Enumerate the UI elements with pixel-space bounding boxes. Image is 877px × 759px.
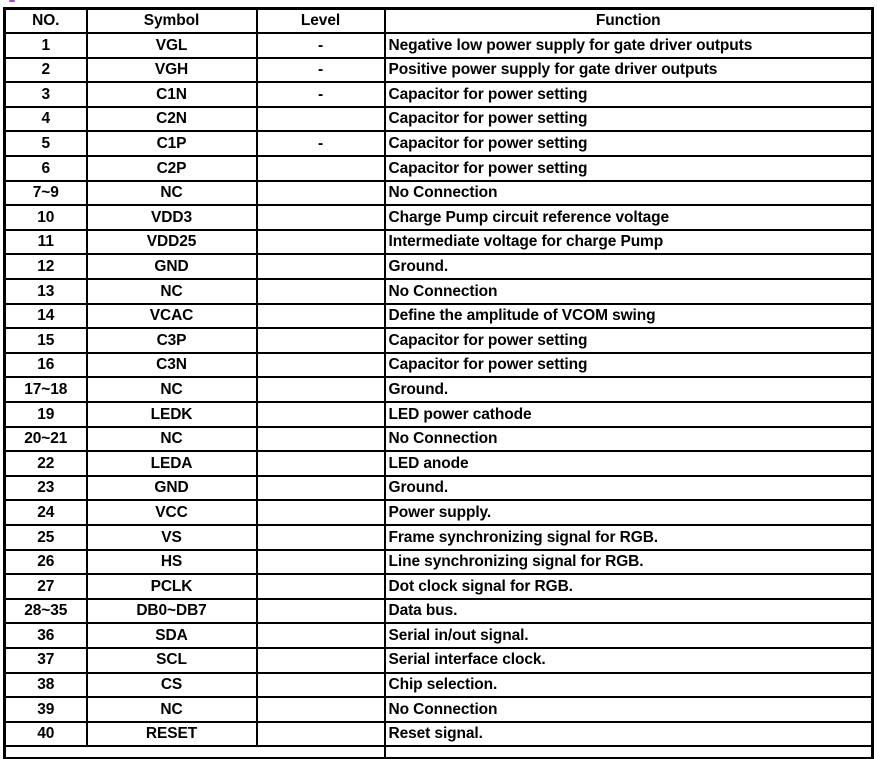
cutoff-merged-cell: [5, 746, 385, 758]
pin-symbol-cell: RESET: [87, 722, 257, 747]
pin-level-cell: [257, 500, 385, 525]
table-row: [5, 427, 873, 452]
pin-no-cell: 22: [5, 451, 87, 476]
pin-level-cell: [257, 550, 385, 575]
pin-symbol-cell: CS: [87, 673, 257, 698]
pin-function-cell: No Connection: [385, 427, 873, 452]
pin-function-cell: Capacitor for power setting: [385, 353, 873, 378]
pin-function-cell: Intermediate voltage for charge Pump: [385, 230, 873, 255]
pin-function-cell: Ground.: [385, 254, 873, 279]
table-row: [5, 156, 873, 181]
table-row: [5, 648, 873, 673]
pin-function-cell: Define the amplitude of VCOM swing: [385, 304, 873, 329]
pin-symbol-cell: C3P: [87, 328, 257, 353]
table-row: [5, 33, 873, 58]
pin-symbol-cell: C3N: [87, 353, 257, 378]
pin-no-cell: 5: [5, 131, 87, 156]
pin-function-cell: Positive power supply for gate driver outputs: [385, 58, 873, 83]
table-row: [5, 58, 873, 83]
pin-symbol-cell: C2P: [87, 156, 257, 181]
pin-symbol-cell: NC: [87, 181, 257, 206]
pin-function-cell: Capacitor for power setting: [385, 328, 873, 353]
pin-level-cell: [257, 328, 385, 353]
pin-symbol-cell: VS: [87, 525, 257, 550]
header-level: Level: [257, 9, 385, 34]
pin-level-cell: [257, 451, 385, 476]
pin-level-cell: -: [257, 82, 385, 107]
pin-level-cell: [257, 279, 385, 304]
table-row: [5, 697, 873, 722]
pin-function-cell: Chip selection.: [385, 673, 873, 698]
table-row: [5, 500, 873, 525]
table-row: [5, 230, 873, 255]
pin-no-cell: 12: [5, 254, 87, 279]
pin-function-cell: LED power cathode: [385, 402, 873, 427]
pin-function-cell: Dot clock signal for RGB.: [385, 574, 873, 599]
pin-level-cell: -: [257, 58, 385, 83]
pin-function-cell: Serial interface clock.: [385, 648, 873, 673]
pin-level-cell: [257, 156, 385, 181]
pin-level-cell: [257, 574, 385, 599]
cutoff-empty-row: [5, 746, 873, 758]
pin-symbol-cell: GND: [87, 254, 257, 279]
pin-symbol-cell: NC: [87, 279, 257, 304]
pin-symbol-cell: PCLK: [87, 574, 257, 599]
pin-level-cell: -: [257, 131, 385, 156]
pin-symbol-cell: C1N: [87, 82, 257, 107]
pin-symbol-cell: C2N: [87, 107, 257, 132]
table-row: [5, 451, 873, 476]
pin-level-cell: [257, 697, 385, 722]
pin-no-cell: 1: [5, 33, 87, 58]
pin-level-cell: [257, 623, 385, 648]
pin-no-cell: 7~9: [5, 181, 87, 206]
pin-function-cell: Ground.: [385, 476, 873, 501]
table-row: [5, 254, 873, 279]
header-row: [5, 9, 873, 34]
pin-symbol-cell: SDA: [87, 623, 257, 648]
pin-symbol-cell: NC: [87, 697, 257, 722]
pin-no-cell: 4: [5, 107, 87, 132]
table-row: [5, 82, 873, 107]
table-row: [5, 353, 873, 378]
pin-function-cell: Capacitor for power setting: [385, 107, 873, 132]
pin-symbol-cell: SCL: [87, 648, 257, 673]
pin-symbol-cell: NC: [87, 377, 257, 402]
table-row: [5, 599, 873, 624]
table-row: [5, 402, 873, 427]
pin-level-cell: [257, 230, 385, 255]
pin-symbol-cell: VGH: [87, 58, 257, 83]
pin-no-cell: 37: [5, 648, 87, 673]
pin-function-cell: Power supply.: [385, 500, 873, 525]
pin-no-cell: 24: [5, 500, 87, 525]
table-row: [5, 673, 873, 698]
pin-symbol-cell: VCC: [87, 500, 257, 525]
table-row: [5, 304, 873, 329]
pin-function-cell: Capacitor for power setting: [385, 82, 873, 107]
pin-function-cell: Data bus.: [385, 599, 873, 624]
pin-no-cell: 17~18: [5, 377, 87, 402]
pin-no-cell: 13: [5, 279, 87, 304]
pin-level-cell: [257, 722, 385, 747]
pin-symbol-cell: VGL: [87, 33, 257, 58]
pin-symbol-cell: GND: [87, 476, 257, 501]
pin-symbol-cell: LEDK: [87, 402, 257, 427]
pin-no-cell: 23: [5, 476, 87, 501]
pin-function-cell: Serial in/out signal.: [385, 623, 873, 648]
header-symbol: Symbol: [87, 9, 257, 34]
table-row: [5, 377, 873, 402]
table-row: [5, 107, 873, 132]
cutoff-function-cell: [385, 746, 873, 758]
pin-no-cell: 38: [5, 673, 87, 698]
pin-function-cell: Ground.: [385, 377, 873, 402]
pin-symbol-cell: C1P: [87, 131, 257, 156]
table-row: [5, 131, 873, 156]
pin-no-cell: 40: [5, 722, 87, 747]
pin-no-cell: 2: [5, 58, 87, 83]
pin-level-cell: [257, 205, 385, 230]
pin-function-cell: No Connection: [385, 181, 873, 206]
pin-symbol-cell: VCAC: [87, 304, 257, 329]
pin-level-cell: [257, 673, 385, 698]
pin-no-cell: 25: [5, 525, 87, 550]
pin-level-cell: [257, 476, 385, 501]
pin-level-cell: [257, 353, 385, 378]
pin-function-cell: Negative low power supply for gate driver outputs: [385, 33, 873, 58]
pin-no-cell: 27: [5, 574, 87, 599]
pin-no-cell: 19: [5, 402, 87, 427]
pin-function-cell: Capacitor for power setting: [385, 131, 873, 156]
pin-function-cell: Capacitor for power setting: [385, 156, 873, 181]
header-no: NO.: [5, 9, 87, 34]
table-row: [5, 722, 873, 747]
table-row: [5, 476, 873, 501]
pin-level-cell: [257, 377, 385, 402]
pin-level-cell: [257, 599, 385, 624]
pin-function-cell: No Connection: [385, 279, 873, 304]
table-row: [5, 205, 873, 230]
pin-no-cell: 6: [5, 156, 87, 181]
pin-symbol-cell: NC: [87, 427, 257, 452]
header-function: Function: [385, 9, 873, 34]
pin-level-cell: [257, 402, 385, 427]
pin-function-cell: Line synchronizing signal for RGB.: [385, 550, 873, 575]
pin-level-cell: [257, 181, 385, 206]
cropped-text-artifact: [9, 0, 15, 2]
table-row: [5, 623, 873, 648]
pin-no-cell: 36: [5, 623, 87, 648]
pin-level-cell: [257, 304, 385, 329]
pin-function-cell: Charge Pump circuit reference voltage: [385, 205, 873, 230]
pin-description-table: [3, 7, 874, 759]
pin-symbol-cell: DB0~DB7: [87, 599, 257, 624]
pin-function-cell: Frame synchronizing signal for RGB.: [385, 525, 873, 550]
pin-function-cell: Reset signal.: [385, 722, 873, 747]
pin-function-cell: LED anode: [385, 451, 873, 476]
pin-level-cell: [257, 525, 385, 550]
pin-no-cell: 26: [5, 550, 87, 575]
pin-symbol-cell: VDD3: [87, 205, 257, 230]
pin-no-cell: 20~21: [5, 427, 87, 452]
pin-no-cell: 14: [5, 304, 87, 329]
pin-no-cell: 11: [5, 230, 87, 255]
pin-level-cell: [257, 107, 385, 132]
table-row: [5, 279, 873, 304]
table-row: [5, 550, 873, 575]
pin-level-cell: -: [257, 33, 385, 58]
pin-symbol-cell: VDD25: [87, 230, 257, 255]
pin-no-cell: 10: [5, 205, 87, 230]
pin-symbol-cell: HS: [87, 550, 257, 575]
pin-no-cell: 39: [5, 697, 87, 722]
pin-no-cell: 15: [5, 328, 87, 353]
pin-level-cell: [257, 648, 385, 673]
pin-level-cell: [257, 427, 385, 452]
pin-level-cell: [257, 254, 385, 279]
pin-no-cell: 16: [5, 353, 87, 378]
pin-symbol-cell: LEDA: [87, 451, 257, 476]
table-row: [5, 328, 873, 353]
pin-table-body: [5, 33, 873, 746]
pin-no-cell: 3: [5, 82, 87, 107]
table-row: [5, 181, 873, 206]
pin-no-cell: 28~35: [5, 599, 87, 624]
table-row: [5, 574, 873, 599]
pin-function-cell: No Connection: [385, 697, 873, 722]
table-row: [5, 525, 873, 550]
